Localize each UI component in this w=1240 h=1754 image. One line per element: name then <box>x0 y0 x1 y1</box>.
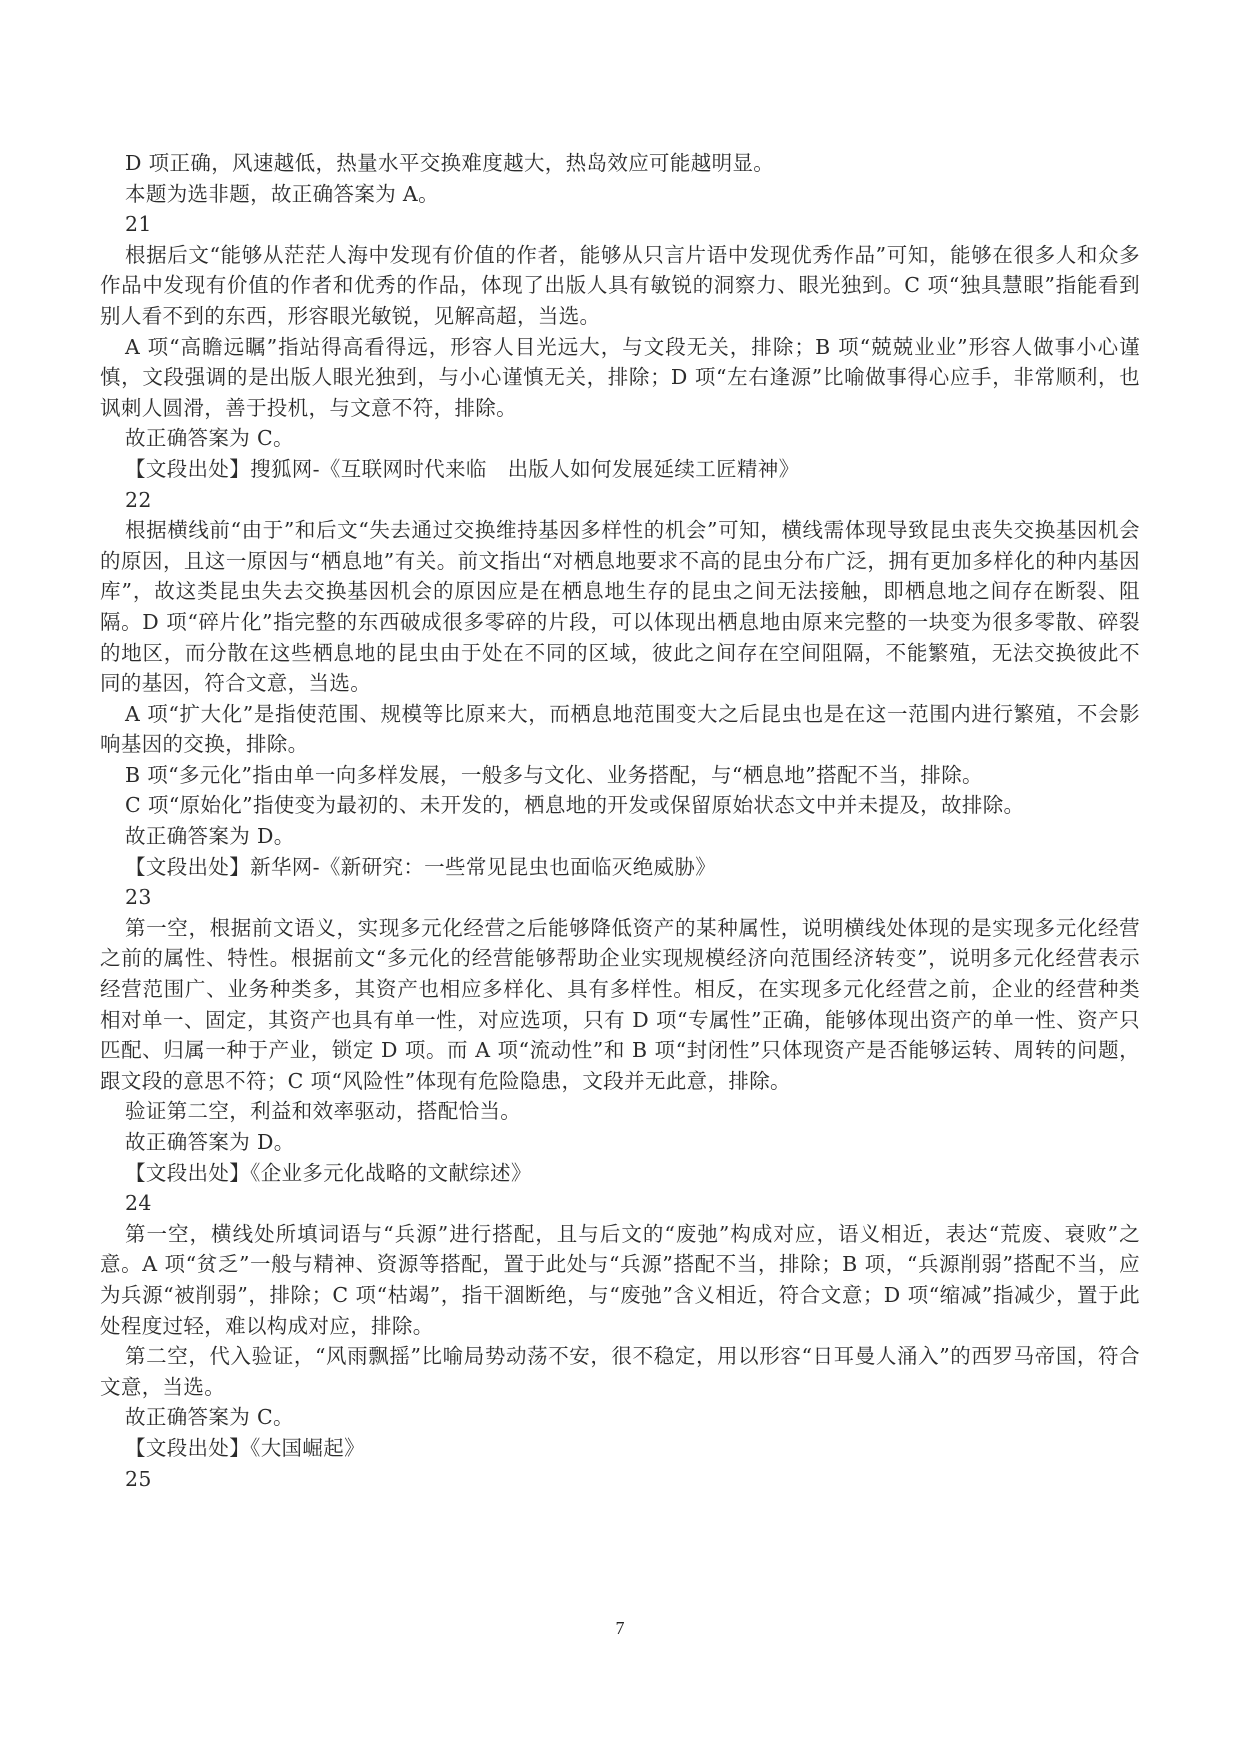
q21-source: 【文段出处】搜狐网-《互联网时代来临 出版人如何发展延续工匠精神》 <box>125 456 800 481</box>
q23-answer: 故正确答案为 D。 <box>125 1130 295 1154</box>
q24-answer: 故正确答案为 C。 <box>125 1405 294 1430</box>
question-number-22: 22 <box>125 487 152 512</box>
document-body <box>100 148 1140 1494</box>
q24-second-blank: 第二空，代入验证，“风雨飘摇”比喻局势动荡不安，很不稳定，用以形容“日耳曼人涌入”的西罗马帝国，符合文意，当选。 <box>100 1344 1140 1399</box>
answer-line-d: D 项正确，风速越低，热量水平交换难度越大，热岛效应可能越明显。 <box>125 151 775 175</box>
q22-option-a: A 项“扩大化”是指使范围、规模等比原来大，而栖息地范围变大之后昆虫也是在这一范围内进行繁殖，不会影响基因的交换，排除。 <box>100 701 1140 757</box>
question-number-23: 23 <box>125 885 152 910</box>
q24-source: 【文段出处】《大国崛起》 <box>125 1435 365 1460</box>
q23-second-blank: 验证第二空，利益和效率驱动，搭配恰当。 <box>125 1099 522 1124</box>
answer-conclusion: 本题为选非题，故正确答案为 A。 <box>125 181 439 206</box>
q21-answer: 故正确答案为 C。 <box>125 426 294 451</box>
q22-option-b: B 项“多元化”指由单一向多样发展，一般多与文化、业务搭配，与“栖息地”搭配不当，排除。 <box>125 762 983 787</box>
q23-first-blank: 第一空，根据前文语义，实现多元化经营之后能够降低资产的某种属性，说明横线处体现的是实现多元化经营之前的属性、特性。根据前文“多元化的经营能够帮助企业实现规模经济向范围经济转变”，说明多元化经营表示经营范围广、业务种类多，其资产也相应多样化、具有多样性。相反，在实现多元化经营之前，企业的经营种类相对单一、固定，其资产也具有单一性，对应选项，只有 D 项“专属性”正确，能够体现出资产的单一性、资产只匹配、归属一种于产业，锁定 D 项。而 A 项“流动性”和 B 项“封闭性”只体现资产是否能够运转、周转的问题，跟文段的意思不符；C 项“风险性”体现有危险隐患，文段并无此意，排除。 <box>100 915 1140 1093</box>
question-number-25: 25 <box>125 1466 152 1491</box>
q21-analysis: 根据后文“能够从茫茫人海中发现有价值的作者，能够从只言片语中发现优秀作品”可知，能够在很多人和众多作品中发现有价值的作者和优秀的作品，体现了出版人具有敏锐的洞察力、眼光独到。C 项“独具慧眼”指能看到别人看不到的东西，形容眼光敏锐，见解高超，当选。 <box>100 242 1140 328</box>
q22-option-c: C 项“原始化”指使变为最初的、未开发的，栖息地的开发或保留原始状态文中并未提及，故排除。 <box>125 793 1025 818</box>
q22-analysis: 根据横线前“由于”和后文“失去通过交换维持基因多样性的机会”可知，横线需体现导致昆虫丧失交换基因机会的原因，且这一原因与“栖息地”有关。前文指出“对栖息地要求不高的昆虫分布广泛，拥有更加多样化的种内基因库”，故这类昆虫失去交换基因机会的原因应是在栖息地生存的昆虫之间无法接触，即栖息地之间存在断裂、阻隔。D 项“碎片化”指完整的东西破成很多零碎的片段，可以体现出栖息地由原来完整的一块变为很多零散、碎裂的地区，而分散在这些栖息地的昆虫由于处在不同的区域，彼此之间存在空间阻隔，不能繁殖，无法交换彼此不同的基因，符合文意，当选。 <box>100 518 1140 696</box>
q21-eliminate-options: A 项“高瞻远瞩”指站得高看得远，形容人目光远大，与文段无关，排除；B 项“兢兢业业”形容人做事小心谨慎，文段强调的是出版人眼光独到，与小心谨慎无关，排除；D 项“左右逢源”比喻做事得心应手，非常顺利，也讽刺人圆滑，善于投机，与文意不符，排除。 <box>100 334 1140 420</box>
page-number: 7 <box>615 1618 625 1638</box>
q24-first-blank: 第一空，横线处所填词语与“兵源”进行搭配，且与后文的“废弛”构成对应，语义相近，表达“荒废、衰败”之意。A 项“贫乏”一般与精神、资源等搭配，置于此处与“兵源”搭配不当，排除；B 项，“兵源削弱”搭配不当，应为兵源“被削弱”，排除；C 项“枯竭”，指干涸断绝，与“废弛”含义相近，符合文意；D 项“缩减”指减少，置于此处程度过轻，难以构成对应，排除。 <box>100 1221 1140 1338</box>
question-number-24: 24 <box>125 1191 152 1216</box>
q22-answer: 故正确答案为 D。 <box>125 824 295 849</box>
q23-source: 【文段出处】《企业多元化战略的文献综述》 <box>125 1160 532 1185</box>
q22-source: 【文段出处】新华网-《新研究：一些常见昆虫也面临灭绝威胁》 <box>125 854 717 879</box>
question-number-21: 21 <box>125 212 152 237</box>
